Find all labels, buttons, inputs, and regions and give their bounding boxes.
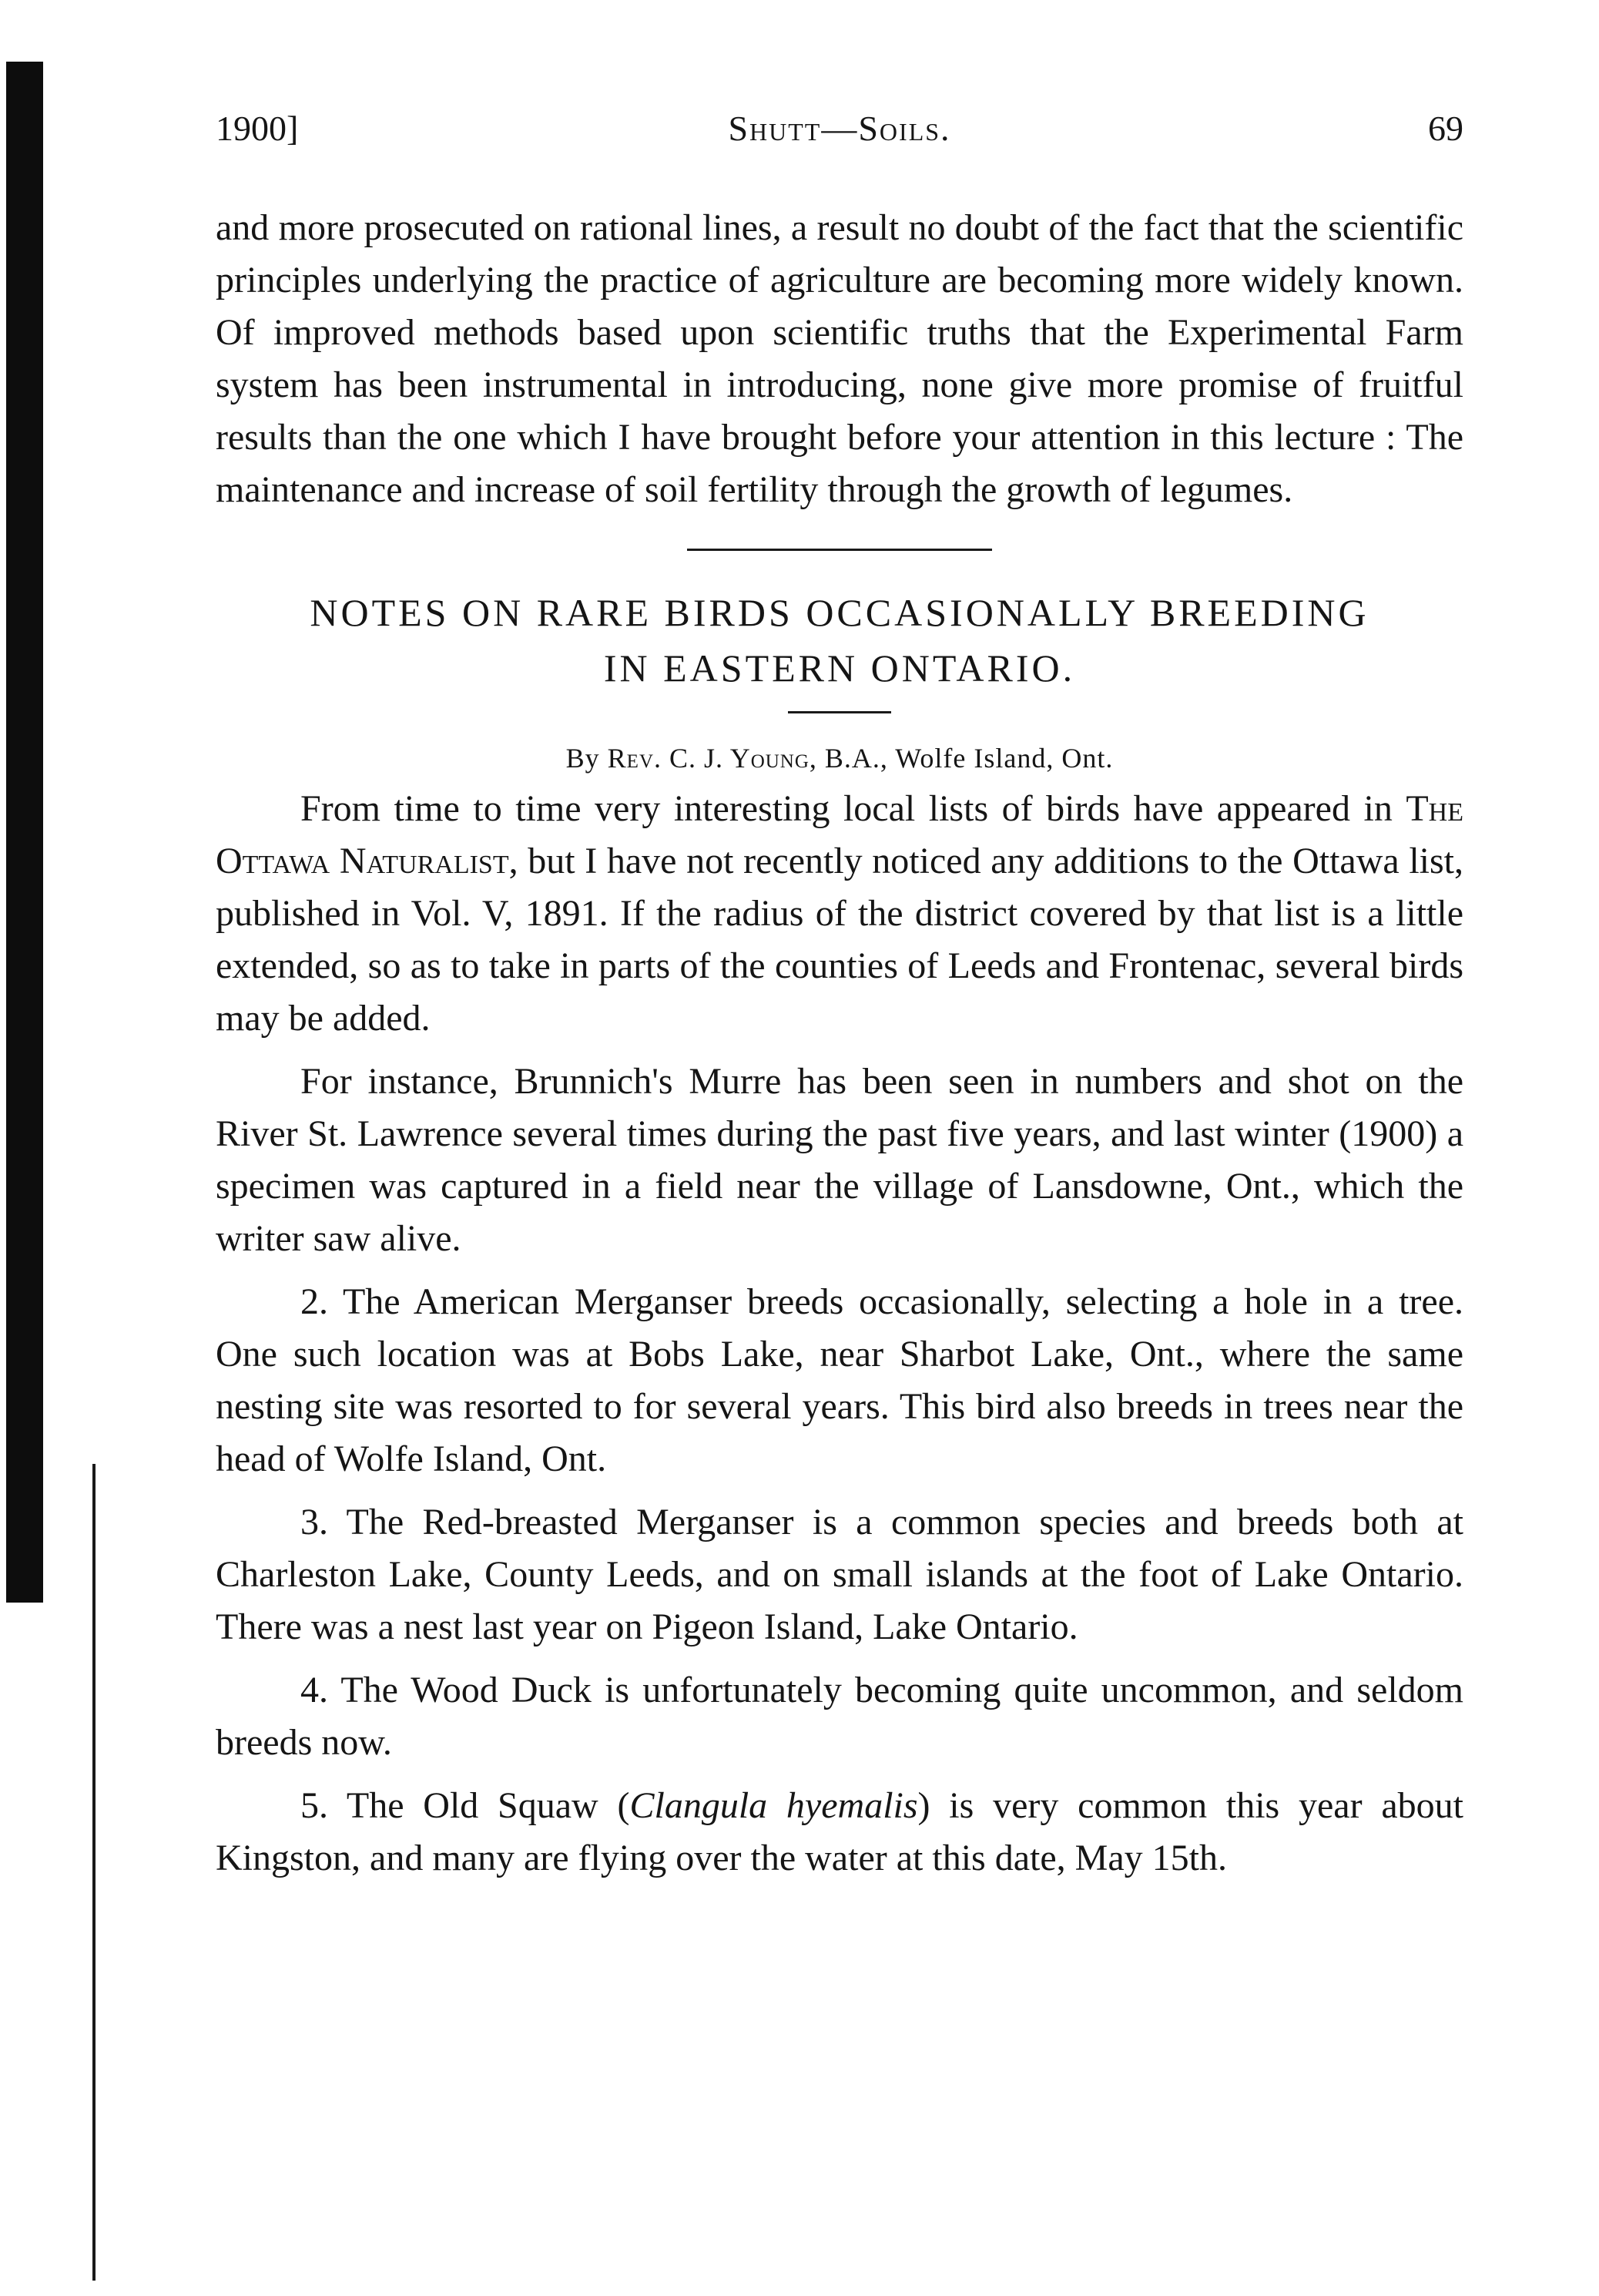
- paragraph-5: 4. The Wood Duck is unfortunately becoming quite uncommon, and seldom breeds now.: [216, 1670, 1463, 1763]
- paragraph-3: 2. The American Merganser breeds occasionally, selecting a hole in a tree. One such location was at Bobs Lake, near Sharbot Lake, Ont., where the same nesting site was resorted to for several years. This bird also breeds in trees near the head of Wolfe Island, Ont.: [216, 1281, 1463, 1479]
- binding-shadow: [6, 62, 43, 1603]
- section-divider: [687, 549, 992, 551]
- byline-location: Wolfe Island, Ont.: [895, 743, 1114, 774]
- paragraph-1: [216, 783, 1463, 1045]
- article-title-line-2: IN EASTERN ONTARIO.: [603, 646, 1076, 690]
- paragraph-6: [216, 1780, 1463, 1885]
- paragraph-1-text-a: From time to time very interesting local lists of birds have appeared in: [300, 788, 1393, 829]
- journal-name: The Ottawa Naturalist,: [216, 788, 1463, 881]
- body-text: [216, 202, 1463, 1885]
- article-title-line-1: NOTES ON RARE BIRDS OCCASIONALLY BREEDING: [310, 591, 1369, 634]
- header-year: 1900]: [216, 109, 299, 148]
- intro-paragraph: and more prosecuted on rational lines, a result no doubt of the fact that the scientific principles underlying the practice of agriculture are becoming more widely known. Of improved methods based upon scientific truths that the Experimental Farm system has been instrumental in introducing, none give more promise of fruitful results than the one which I have brought before your attention in this lecture : The maintenance and increase of soil fertility through the growth of legumes.: [216, 207, 1463, 510]
- header-running-title: Shutt—Soils.: [728, 109, 951, 148]
- page-number: 69: [1428, 109, 1463, 148]
- title-divider: [788, 711, 891, 713]
- paragraph-2: For instance, Brunnich's Murre has been seen in numbers and shot on the River St. Lawrence several times during the past five years, and last winter (1900) a specimen was captured in a field near the village of Lansdowne, Ont., which the writer saw alive.: [216, 1061, 1463, 1259]
- byline-prefix: By: [565, 743, 600, 774]
- running-head: [216, 108, 1463, 170]
- paragraph-6-text-a: 5. The Old Squaw (: [300, 1785, 630, 1826]
- binding-edge-line: [92, 1464, 96, 2281]
- byline-author: Rev. C. J. Young, B.A.,: [607, 743, 888, 774]
- paragraph-4: 3. The Red-breasted Merganser is a common species and breeds both at Charleston Lake, County Leeds, and on small islands at the foot of Lake Ontario. There was a nest last year on Pigeon Island, Lake Ontario.: [216, 1502, 1463, 1647]
- byline: [216, 737, 1463, 780]
- latin-name: Clangula hyemalis: [629, 1785, 918, 1826]
- paragraph-6-text-b: ) is very common this year about Kingston, and many are flying over the water at this date, May 15th.: [216, 1785, 1463, 1878]
- paragraph-1-text-b: but I have not recently noticed any additions to the Ottawa list, published in Vol. V, 1891. If the radius of the district covered by that list is a little extended, so as to take in parts of the counties of Leeds and Frontenac, several birds may be added.: [216, 841, 1464, 1039]
